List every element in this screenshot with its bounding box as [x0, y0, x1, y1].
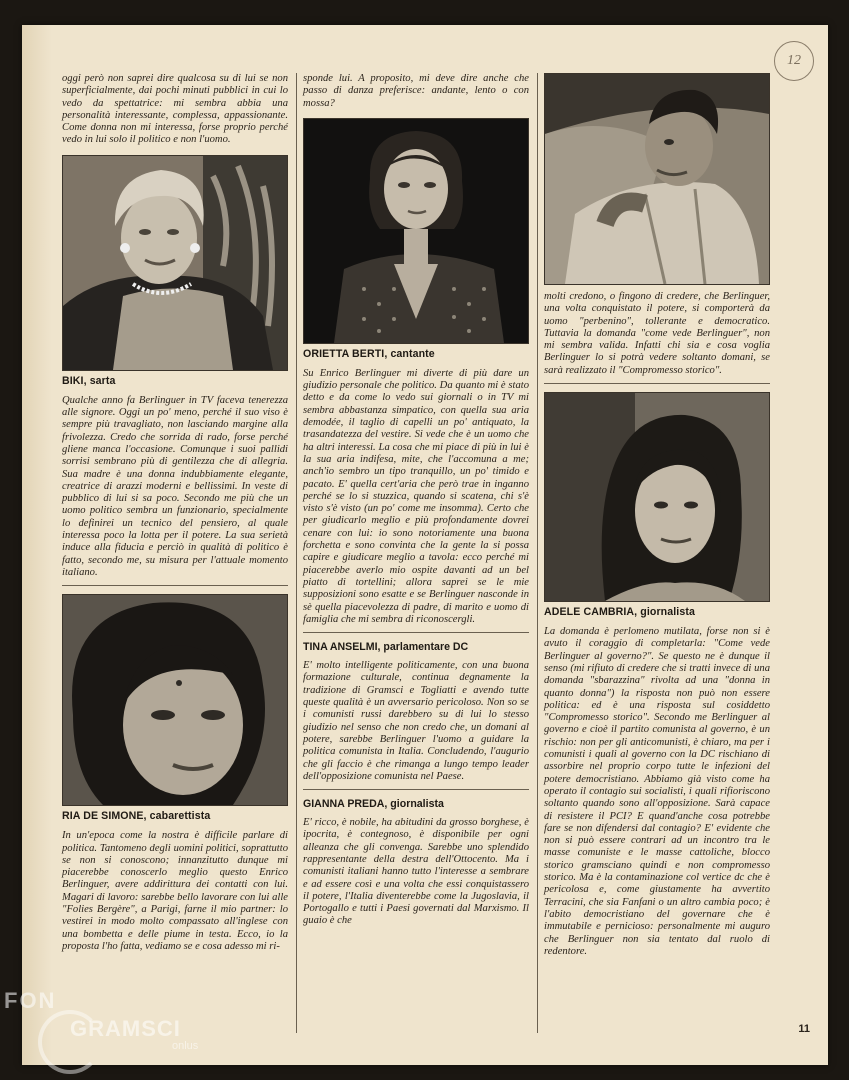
photo-man-outdoor [544, 73, 770, 285]
archive-stamp: 12 [774, 41, 814, 81]
caption-biki [62, 375, 288, 387]
col2-intro-text: sponde lui. A proposito, mi deve dire anche che passo di danza preferisce: andante, lento o con mossa? [303, 73, 529, 109]
photo-ria-de-simone [62, 594, 288, 806]
caption-biki-role: sarta [89, 374, 116, 387]
page-fold-shadow [22, 25, 52, 1065]
section-divider [62, 585, 288, 586]
caption-orietta-role: cantante [390, 347, 435, 360]
column-divider [296, 73, 297, 1033]
column-1 [62, 73, 288, 953]
watermark-line1: FON [4, 988, 57, 1013]
watermark-logo [0, 988, 240, 1068]
adele-text: La domanda è perlomeno mutilata, forse non si è avuto il coraggio di completarla: "Come vede Berlinguer al governo?". Se questo ne è dunque il senso (mi rifiuto di credere che si tratti invece di una domanda "sbarazzina" rivolta ad una "donna in quanto donna") la risposta non può non essere politica: ed è una risposta sul cosiddetto "Compromesso storico". Secondo me Berlinguer al governo e cioè il partito comunista al governo, è un rischio: non per gli anticomunisti, è chiaro, ma per i comunisti i quali al governo con la DC rischiano di assorbire nel proprio corpo tutte le infezioni del potere democristiano. Abbiamo già visto come ha operato il contagio sui socialisti, i quali rifioriscono soltanto quando sono all'opposizione. Sarà capace di resistere il PCI? E quand'anche cosa potrebbe fare se non difendersi dal contagio? E' evidente che non si può essere contrari ad un incontro tra le masse comuniste e le masse cattoliche, blocco storico gramsciano quindi e non compromesso storico. Ma è la contaminazione col vertice dc che è pericolosa e, come giustamente ha avvertito Terracini, che sia Fanfani o un altro cambia poco; è l'abito democristiano del governare che è immutabile e pernicioso: personalmente mi auguro che Berlinguer non sia tentato dal ruolo di redentore. [544, 626, 770, 957]
biki-text: Qualche anno fa Berlinguer in TV faceva tenerezza alle signore. Oggi un po' meno, perché il suo viso è sempre più travagliato, non lasciando margine alla frivolezza. Credo che sorrida di rado, forse perché gliene manca l'occasione. Comunque i suoi pallidi sorrisi sembrano più di gentilezza che di allegria. Sua madre è una donna indubbiamente elegante, creatrice di arazzi moderni e bellissimi. In veste di pubblico di lui si sa poco. Secondo me più che un uomo politico sembra un funzionario, specialmente lo definirei un tecnico del pensiero, al quale interessa poco la lotta per il potere. La sua serietà induce alla fiducia e perciò in qualità di politico è fatto, secondo me, su misura per l'attuale momento italiano. [62, 394, 288, 578]
photo-adele-cambria [544, 392, 770, 602]
gianna-text: E' ricco, è nobile, ha abitudini da grosso borghese, è ipocrita, è contegnoso, è disponibile per ogni alleanza che gli convenga. Sarebbe uno splendido rappresentante della destra dell'Ottocento. Ma i comunisti italiani hanno tutto l'interesse a sembrare e ad essere così e una volta che essi conquistassero il potere, l'Italia diventerebbe come la Jugoslavia, il Portogallo e tutti i Paesi governati dal Marxismo. Il guaio è che [303, 817, 529, 927]
photo-adele-image [545, 393, 769, 601]
column-3 [544, 73, 770, 958]
col3-intro-text: molti credono, o fingono di credere, che Berlinguer, una volta conquistato il potere, si comporterà da uomo "perbenino", tollerante e democratico. Tuttavia la domanda "come vede Berlinguer", non mi sembra valida. Infatti chi sia e cosa voglia Berlinguer lo si potrà vedere soltanto domani, se sarà realizzato il "Compromesso storico". [544, 291, 770, 376]
caption-adele-role: giornalista [640, 606, 695, 619]
heading-gianna-preda: GIANNA PREDA, giornalista [303, 798, 444, 811]
caption-ria-role: cabarettista [149, 810, 211, 823]
caption-orietta [303, 348, 529, 360]
photo-orietta-berti [303, 118, 529, 344]
caption-orietta-name: ORIETTA BERTI, [303, 347, 388, 360]
tina-text: E' molto intelligente politicamente, con una buona formazione culturale, continua degnamente la tradizione di Gramsci e Togliatti e avendo tutte queste qualità è un avversario pericoloso. Non so se i comunisti russi darebbero su di lui lo stesso giudizio nel senso che non credo che, un domani al potere, sarebbe Berlinguer l'uomo a guidare la politica comunista in Italia. Concludendo, l'augurio che gli faccio è che rimanga a lungo tempo leader dell'opposizione comunista nel Paese. [303, 660, 529, 782]
col1-intro-text: oggi però non saprei dire qualcosa su di lui se non superficialmente, dai pochi minuti pubblici in cui lo vedo da spettatrice: mi sembra abbia una personalità interessante, complessa, appassionante. Come donna non mi interessa, forse proprio perché vedo in lui solo il politico e non l'uomo. [62, 73, 288, 146]
orietta-text: Su Enrico Berlinguer mi diverte di più dare un giudizio personale che politico. Da quanto mi è stato detto e da come lo vedo sui giornali o in TV mi sembra abbastanza simpatico, con quella sua aria demodée, il taglio di capelli un po' antiquato, la trasandatezza del vestire. Si vede che è un uomo che ha altri interessi. La cosa che mi piace di più in lui è la sua aria indifesa, mite, che l'accomuna a me; anch'io sembro un tipo tranquillo, un po' timido e pacato. E' quella cert'aria che però trae in inganno perché se lo si stuzzica, quando si scatena, chi s'è visto s'è visto (un po' come me insomma). Certo che per giudicarlo meglio e più profondamente dovrei cenare con lui: io sono notoriamente una buona forchetta e sono convinta che la gente la si possa capire e giudicare meglio a tavola: ecco perché mi piacerebbe averlo mio ospite davanti ad un bel piatto di tortellini; allora saprei se le mie supposizioni sono esatte e se Berlinguer nasconde in sè quella piacevolezza di padre, di marito e uomo di famiglia che mi sembra di riconoscergli. [303, 367, 529, 625]
watermark-line2: GRAMSCI [70, 1016, 181, 1041]
ria-text: In un'epoca come la nostra è difficile parlare di politica. Tantomeno degli uomini politici, soprattutto se non si conoscono; innanzitutto dunque mi piacerebbe conoscerlo meglio questo Enrico Berlinguer, avere addirittura dei contatti con lui. Magari di lavoro: sarebbe bello lavorare con lui alle "Folies Bergère", a Parigi, farne il mio partner: lo vestirei in modo molto compassato all'inglese con una bombetta e delle piume in testa. Ecco, io la proposta l'ho fatta, vediamo se e cosa adesso mi ri- [62, 830, 288, 952]
photo-orietta-image [304, 119, 528, 343]
watermark-line3: onlus [172, 1040, 199, 1052]
photo-biki-image [63, 156, 287, 370]
column-divider [537, 73, 538, 1033]
column-2 [303, 73, 529, 928]
section-divider [544, 383, 770, 384]
magazine-page [22, 25, 828, 1065]
photo-ria-image [63, 595, 287, 805]
photo-man-image [545, 74, 769, 284]
caption-adele [544, 606, 770, 618]
caption-adele-name: ADELE CAMBRIA, [544, 606, 638, 619]
section-divider [303, 632, 529, 633]
section-divider [303, 789, 529, 790]
heading-tina-anselmi: TINA ANSELMI, parlamentare DC [303, 641, 469, 654]
caption-ria-name: RIA DE SIMONE, [62, 810, 147, 823]
caption-ria [62, 810, 288, 822]
photo-biki [62, 155, 288, 371]
page-number: 11 [798, 1023, 810, 1035]
caption-biki-name: BIKI, [62, 374, 87, 387]
